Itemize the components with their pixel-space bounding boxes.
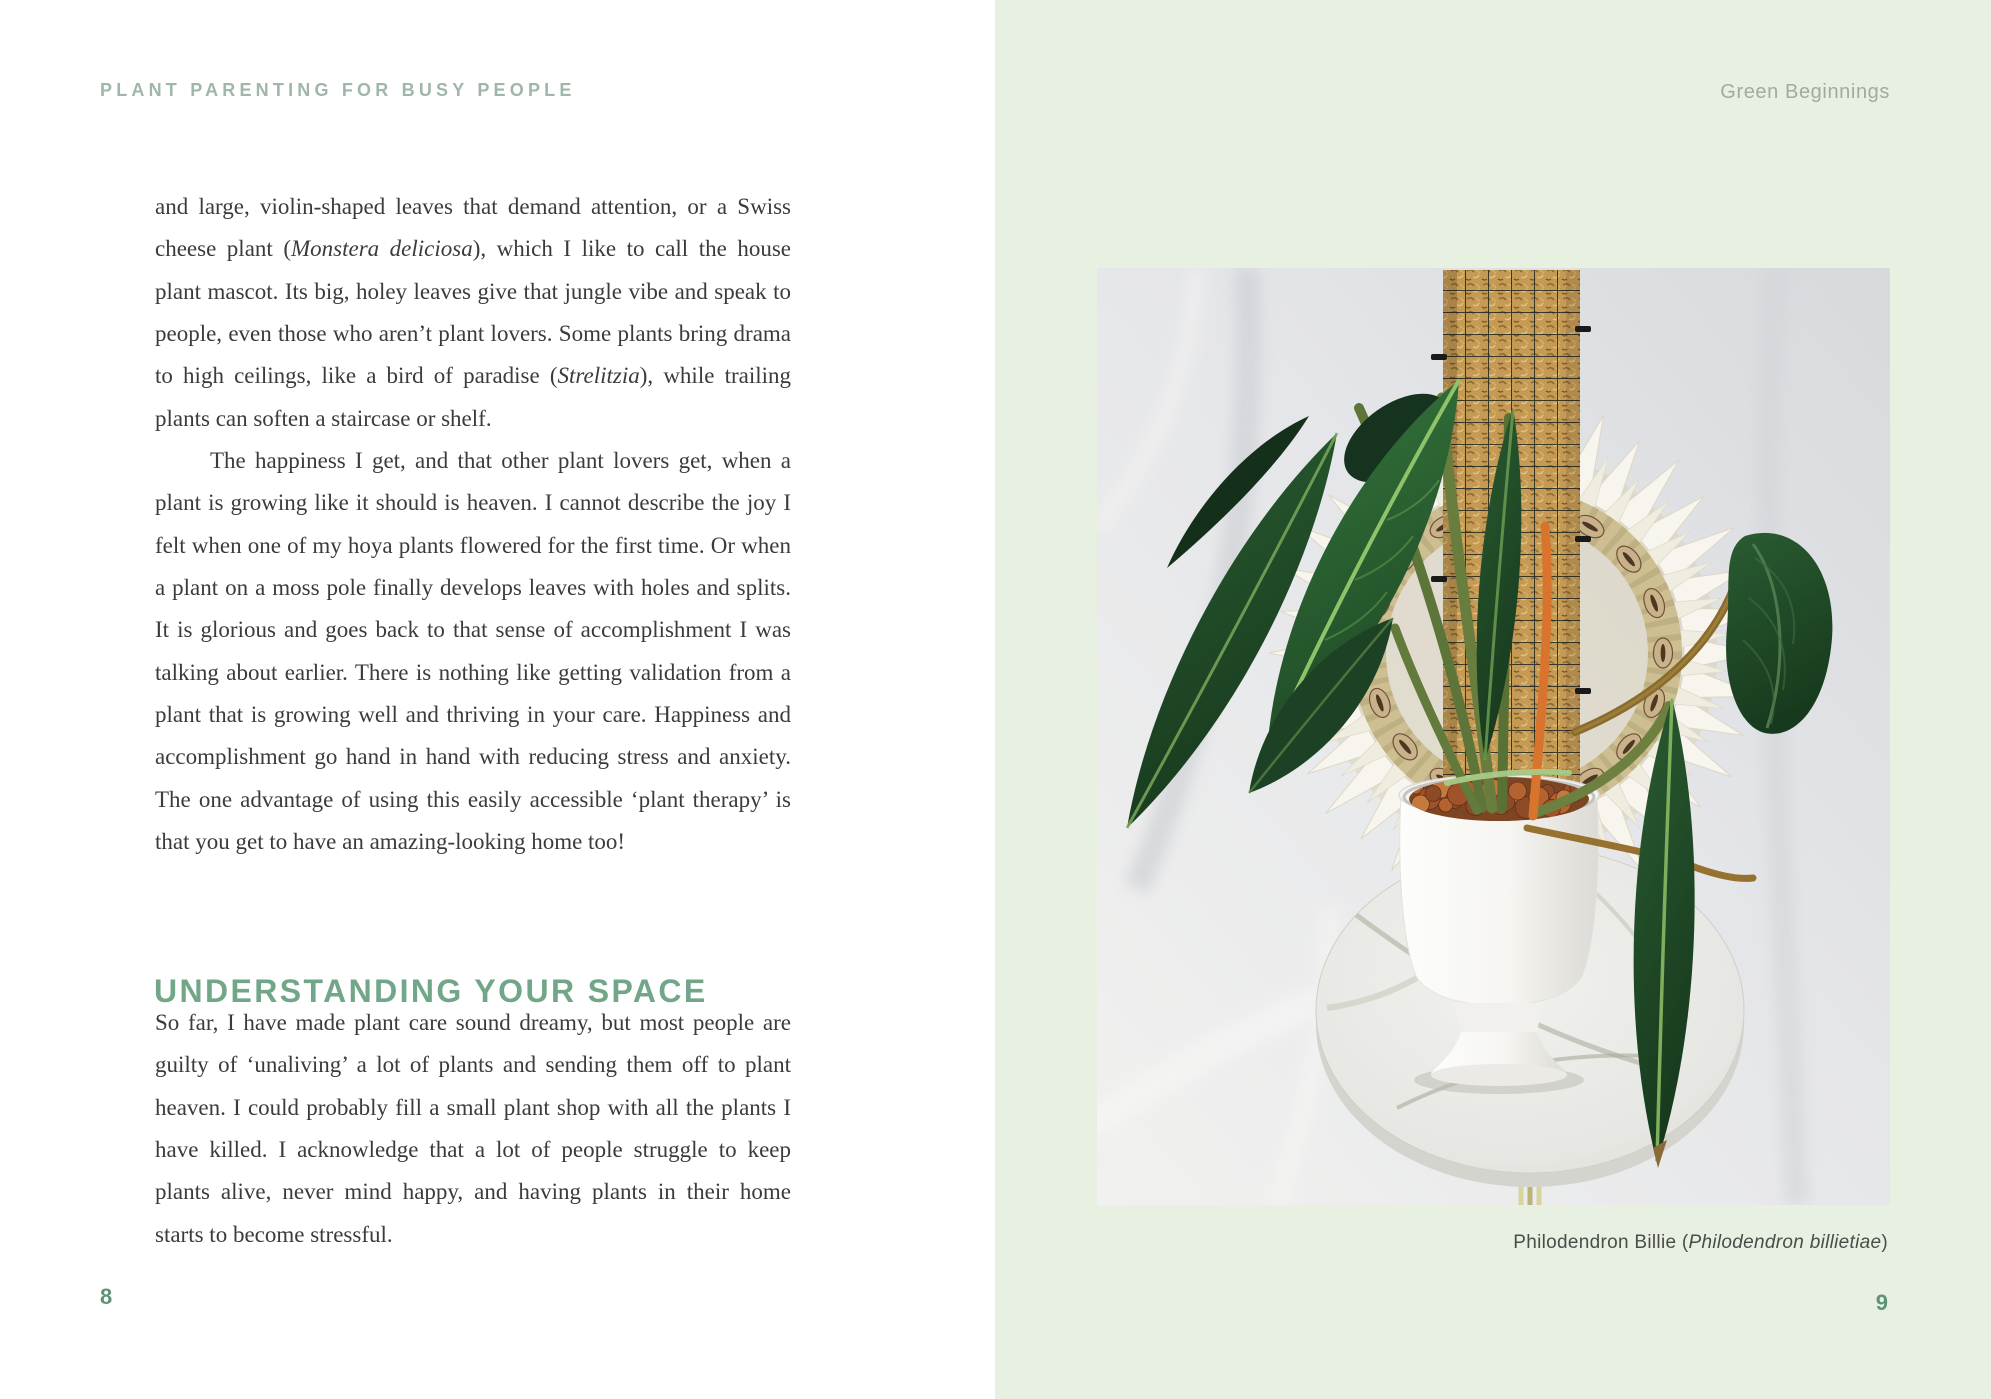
section-heading: UNDERSTANDING YOUR SPACE bbox=[154, 972, 708, 1009]
paragraph: The happiness I get, and that other plant lovers get, when a plant is growing like it should is heaven. I cannot describe the joy I felt when one of my hoya plants flowered for the first time. Or when a plant on a moss pole finally develops leaves with holes and splits. It is glorious and goes back to that sense of accomplishment I was talking about earlier. There is nothing like getting validation from a plant that is growing well and thriving in your care. Happiness and accomplishment go hand in hand with reducing stress and anxiety. The one advantage of using this easily accessible ‘plant therapy’ is that you get to have an amazing-looking home too! bbox=[155, 448, 791, 855]
running-head-chapter-title: Green Beginnings bbox=[1720, 81, 1890, 103]
page-number-left: 8 bbox=[100, 1284, 113, 1309]
plant-photo-art bbox=[1097, 268, 1890, 1205]
photo-caption: Philodendron Billie (Philodendron billietiae) bbox=[1513, 1232, 1888, 1253]
plant-photo bbox=[1097, 268, 1890, 1205]
body-text-block bbox=[155, 186, 791, 864]
body-text-block bbox=[155, 1002, 791, 1256]
paragraph: So far, I have made plant care sound dreamy, but most people are guilty of ‘unaliving’ a lot of plants and sending them off to plant heaven. I could probably fill a small plant shop with all the plants I have killed. I acknowledge that a lot of people struggle to keep plants alive, never mind happy, and having plants in their home starts to become stressful. bbox=[155, 1010, 791, 1247]
page-left bbox=[0, 0, 995, 1399]
running-head-book-title: PLANT PARENTING FOR BUSY PEOPLE bbox=[100, 80, 576, 100]
page-right bbox=[995, 0, 1991, 1399]
paragraph: and large, violin-shaped leaves that demand attention, or a Swiss cheese plant (Monstera deliciosa), which I like to call the house plant mascot. Its big, holey leaves give that jungle vibe and speak to people, even those who aren’t plant lovers. Some plants bring drama to high ceilings, like a bird of paradise (Strelitzia), while trailing plants can soften a staircase or shelf. bbox=[155, 194, 792, 431]
page-number-right: 9 bbox=[1875, 1290, 1888, 1315]
